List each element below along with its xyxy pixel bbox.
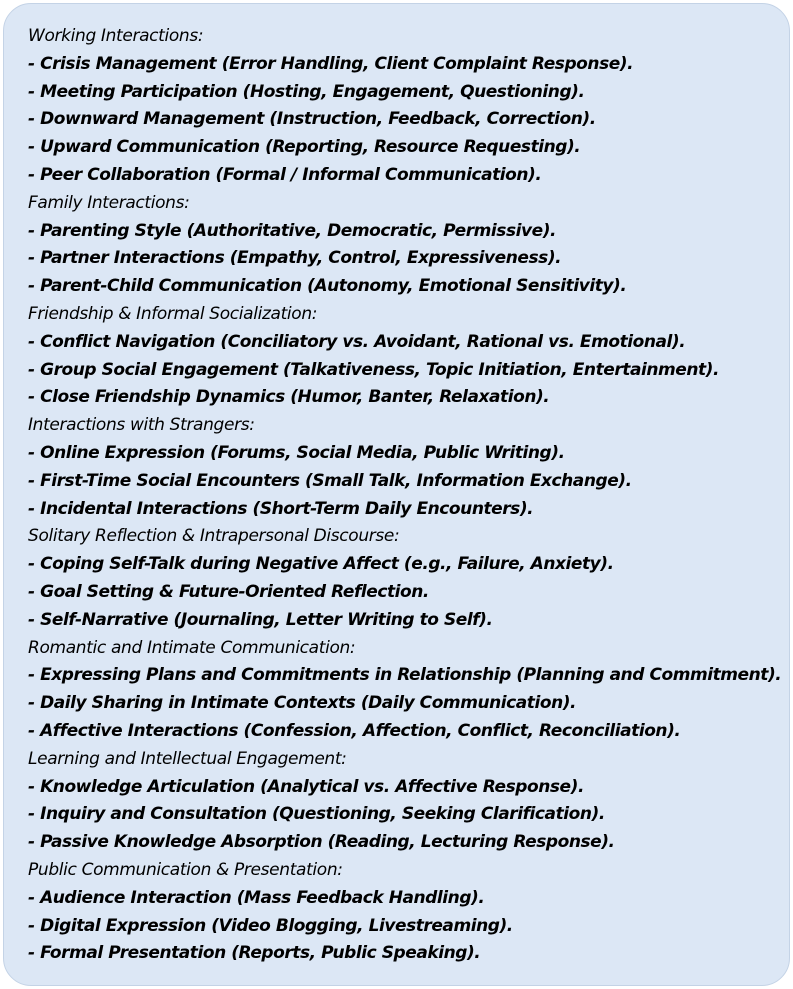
- section: [28, 523, 789, 634]
- list-item: - Goal Setting & Future-Oriented Reflection.: [28, 581, 429, 602]
- list-item: - Coping Self-Talk during Negative Affect (e.g., Failure, Anxiety).: [28, 554, 614, 575]
- list-item: - Knowledge Articulation (Analytical vs. Affective Response).: [28, 776, 584, 797]
- section-heading: Family Interactions:: [28, 192, 190, 213]
- section-heading: Friendship & Informal Socialization:: [28, 303, 318, 324]
- list-item: - First-Time Social Encounters (Small Talk, Information Exchange).: [28, 470, 632, 491]
- section: [28, 412, 789, 523]
- list-item: - Group Social Engagement (Talkativeness, Topic Initiation, Entertainment).: [28, 359, 720, 380]
- list-item: - Audience Interaction (Mass Feedback Handling).: [28, 887, 485, 908]
- section: [28, 23, 789, 190]
- section-heading: Working Interactions:: [28, 26, 204, 46]
- list-item: - Upward Communication (Reporting, Resource Requesting).: [28, 137, 581, 158]
- list-item: - Downward Management (Instruction, Feedback, Correction).: [28, 109, 596, 130]
- section-heading: Solitary Reflection & Intrapersonal Discourse:: [28, 526, 400, 547]
- list-item: - Conflict Navigation (Conciliatory vs. Avoidant, Rational vs. Emotional).: [28, 331, 686, 352]
- list-item: - Incidental Interactions (Short-Term Daily Encounters).: [28, 498, 534, 519]
- list-item: - Peer Collaboration (Formal / Informal Communication).: [28, 164, 542, 185]
- list-item: - Close Friendship Dynamics (Humor, Banter, Relaxation).: [28, 387, 550, 408]
- section: [28, 746, 789, 857]
- list-item: - Inquiry and Consultation (Questioning, Seeking Clarification).: [28, 804, 605, 825]
- list-item: - Self-Narrative (Journaling, Letter Writing to Self).: [28, 609, 493, 630]
- section: [28, 301, 789, 412]
- list-item: - Meeting Participation (Hosting, Engagement, Questioning).: [28, 81, 585, 102]
- list-item: - Expressing Plans and Commitments in Relationship (Planning and Commitment).: [28, 665, 782, 686]
- section: [28, 857, 789, 968]
- list-item: - Passive Knowledge Absorption (Reading, Lecturing Response).: [28, 832, 615, 853]
- list-item: - Parenting Style (Authoritative, Democratic, Permissive).: [28, 220, 557, 241]
- section-heading: Interactions with Strangers:: [28, 415, 255, 436]
- list-item: - Parent-Child Communication (Autonomy, Emotional Sensitivity).: [28, 276, 627, 297]
- list-item: - Daily Sharing in Intimate Contexts (Daily Communication).: [28, 693, 577, 714]
- section-heading: Public Communication & Presentation:: [28, 859, 343, 880]
- list-item: - Affective Interactions (Confession, Affection, Conflict, Reconciliation).: [28, 720, 681, 741]
- list-item: - Crisis Management (Error Handling, Client Complaint Response).: [28, 53, 634, 74]
- section: [28, 190, 789, 301]
- section-heading: Learning and Intellectual Engagement:: [28, 748, 347, 769]
- list-item: - Digital Expression (Video Blogging, Livestreaming).: [28, 915, 513, 936]
- list-item: - Formal Presentation (Reports, Public Speaking).: [28, 943, 481, 964]
- taxonomy-list: [28, 23, 789, 968]
- list-item: - Partner Interactions (Empathy, Control, Expressiveness).: [28, 248, 562, 269]
- taxonomy-card: [3, 3, 790, 986]
- list-item: - Online Expression (Forums, Social Media, Public Writing).: [28, 442, 565, 463]
- section-heading: Romantic and Intimate Communication:: [28, 637, 356, 658]
- section: [28, 635, 789, 746]
